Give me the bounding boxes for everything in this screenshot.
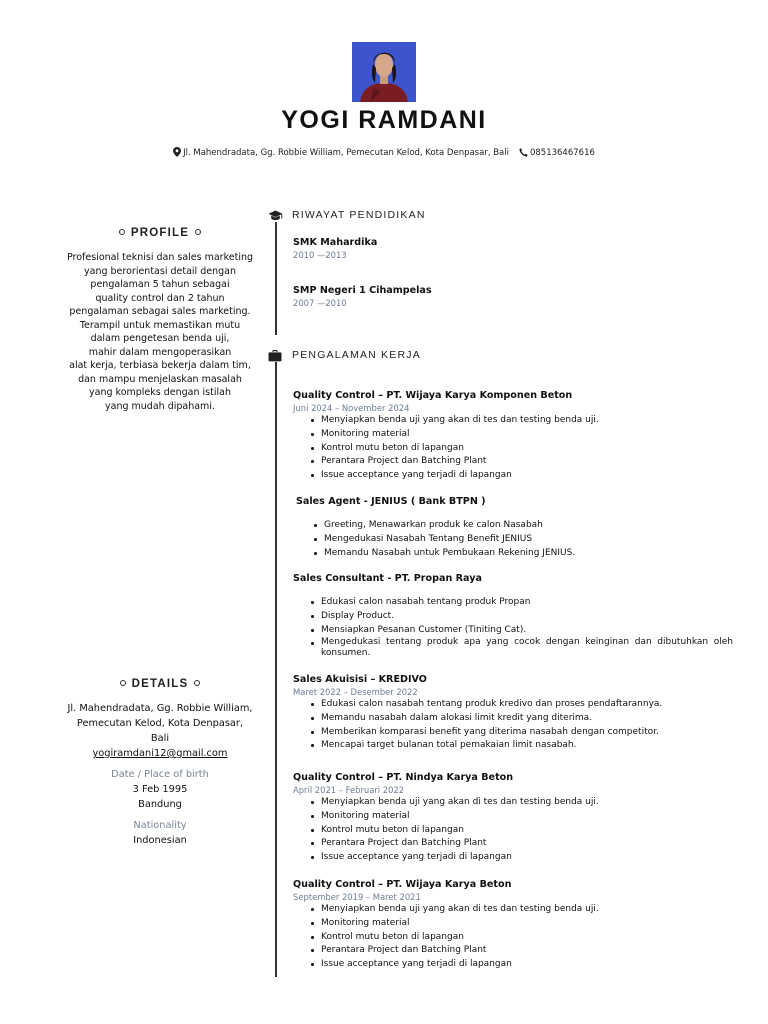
job-bullet: Kontrol mutu beton di lapangan [293,931,733,945]
timeline-line-work [275,362,277,977]
details-address-line: Pemecutan Kelod, Kota Denpasar, [76,718,244,729]
profile-summary [62,251,258,413]
job-bullet: Memandu nasabah dalam alokasi limit kredit yang diterima. [293,712,733,726]
graduation-cap-icon [268,209,283,227]
details-address-line: Bali [150,733,170,744]
details-block [58,701,262,848]
job-bullet: Edukasi calon nasabah tentang produk Propan [293,596,733,610]
job-bullet: Mensiapkan Pesanan Customer (Tiniting Cat). [293,624,733,638]
job-bullet: Display Product. [293,610,733,624]
job-title: Sales Consultant - PT. Propan Raya [293,573,482,584]
details-address-line: Jl. Mahendradata, Gg. Robbie William, [67,703,253,714]
profile-line: quality control dan 2 tahun [95,292,225,304]
job-bullet: Menyiapkan benda uji yang akan di tes dan testing benda uji. [293,796,733,810]
briefcase-icon [268,349,282,367]
nationality-value: Indonesian [133,835,187,846]
timeline-line-education [275,222,277,335]
education-heading: RIWAYAT PENDIDIKAN [292,209,426,221]
profile-line: dalam pengetesan benda uji, [90,333,230,344]
profile-line: Terampil untuk memastikan mutu [79,319,241,331]
job-period: September 2019 – Maret 2021 [293,892,421,902]
job-entry [293,390,733,483]
birth-label: Date / Place of birth [111,769,209,780]
job-title: Quality Control – PT. Wijaya Karya Komponen Beton [293,390,573,401]
profile-line: yang kompleks dengan istilah [89,387,231,398]
job-entry [293,879,733,972]
profile-line: pengalaman 5 tahun sebagai [90,279,230,290]
contact-phone: 085136467616 [529,148,595,158]
job-period: April 2021 – Februari 2022 [293,785,405,795]
job-bullet: Issue acceptance yang terjadi di lapangan [293,958,733,972]
profile-line: Profesional teknisi dan sales marketing [66,252,254,263]
contact-address: Jl. Mahendradata, Gg. Robbie William, Pemecutan Kelod, Kota Denpasar, Bali [183,148,509,158]
job-bullet: Kontrol mutu beton di lapangan [293,442,733,456]
school-name: SMP Negeri 1 Cihampelas [293,285,432,296]
job-bullet: Memberikan komparasi benefit yang diterima nasabah dengan competitor. [293,726,733,740]
job-title: Sales Akuisisi – KREDIVO [293,674,427,685]
candidate-name: YOGI RAMDANI [281,106,487,134]
nationality-label: Nationality [133,820,187,831]
person-portrait-icon [352,42,416,102]
job-title: Sales Agent - JENIUS ( Bank BTPN ) [296,496,486,507]
profile-photo [352,42,416,102]
job-bullet: Perantara Project dan Batching Plant [293,455,733,469]
job-bullet: Monitoring material [293,810,733,824]
job-bullet: Menyiapkan benda uji yang akan di tes dan testing benda uji. [293,903,733,917]
job-bullet: Mencapai target bulanan total pemakaian limit nasabah. [293,739,733,753]
birth-place: Bandung [138,799,182,810]
job-bullet: Kontrol mutu beton di lapangan [293,824,733,838]
job-bullet: Issue acceptance yang terjadi di lapangan [293,851,733,865]
job-period: Maret 2022 – Desember 2022 [293,687,418,697]
profile-line: yang mudah dipahami. [105,400,215,412]
profile-heading: PROFILE [110,227,210,239]
school-years: 2007 —2010 [293,298,347,308]
job-entry [296,496,736,560]
details-heading: DETAILS [110,678,210,690]
profile-line: dan mampu menjelaskan masalah [78,373,242,385]
birth-date: 3 Feb 1995 [132,784,188,795]
job-bullet: Greeting, Menawarkan produk ke calon Nasabah [296,519,736,533]
circle-bullet-icon [119,229,125,235]
profile-line: yang berorientasi detail dengan [84,265,236,277]
job-bullet: Monitoring material [293,428,733,442]
location-pin-icon [173,147,181,160]
phone-icon [519,148,528,160]
job-entry [293,573,733,659]
education-item [293,237,733,260]
job-bullet: Perantara Project dan Batching Plant [293,944,733,958]
job-title: Quality Control – PT. Nindya Karya Beton [293,772,514,783]
profile-line: pengalaman sebagai sales marketing. [69,306,251,317]
email-link[interactable]: yogiramdani12@gmail.com [92,748,228,759]
profile-line: alat kerja, terbiasa bekerja dalam tim, [69,360,251,371]
education-item [293,285,733,308]
job-entry [293,674,733,753]
school-name: SMK Mahardika [293,237,378,248]
job-bullet: Issue acceptance yang terjadi di lapangan [293,469,733,483]
profile-line: mahir dalam mengoperasikan [88,346,232,358]
circle-bullet-icon [194,680,200,686]
job-title: Quality Control – PT. Wijaya Karya Beton [293,879,512,890]
job-bullet: Monitoring material [293,917,733,931]
job-bullet: Perantara Project dan Batching Plant [293,837,733,851]
job-period: Juni 2024 – November 2024 [293,403,410,413]
job-bullet: Menyiapkan benda uji yang akan di tes dan testing benda uji. [293,414,733,428]
job-bullet: Memandu Nasabah untuk Pembukaan Rekening JENIUS. [296,547,736,561]
job-entry [293,772,733,865]
school-years: 2010 —2013 [293,250,347,260]
work-heading: PENGALAMAN KERJA [292,349,421,361]
circle-bullet-icon [195,229,201,235]
job-bullet: Mengedukasi Nasabah Tentang Benefit JENIUS [296,533,736,547]
circle-bullet-icon [120,680,126,686]
job-bullet: Mengedukasi tentang produk apa yang cocok dengan keinginan dan dibutuhkan oleh konsumen. [293,637,733,659]
job-bullet: Edukasi calon nasabah tentang produk kredivo dan proses pendaftarannya. [293,698,733,712]
contact-line [0,147,768,160]
